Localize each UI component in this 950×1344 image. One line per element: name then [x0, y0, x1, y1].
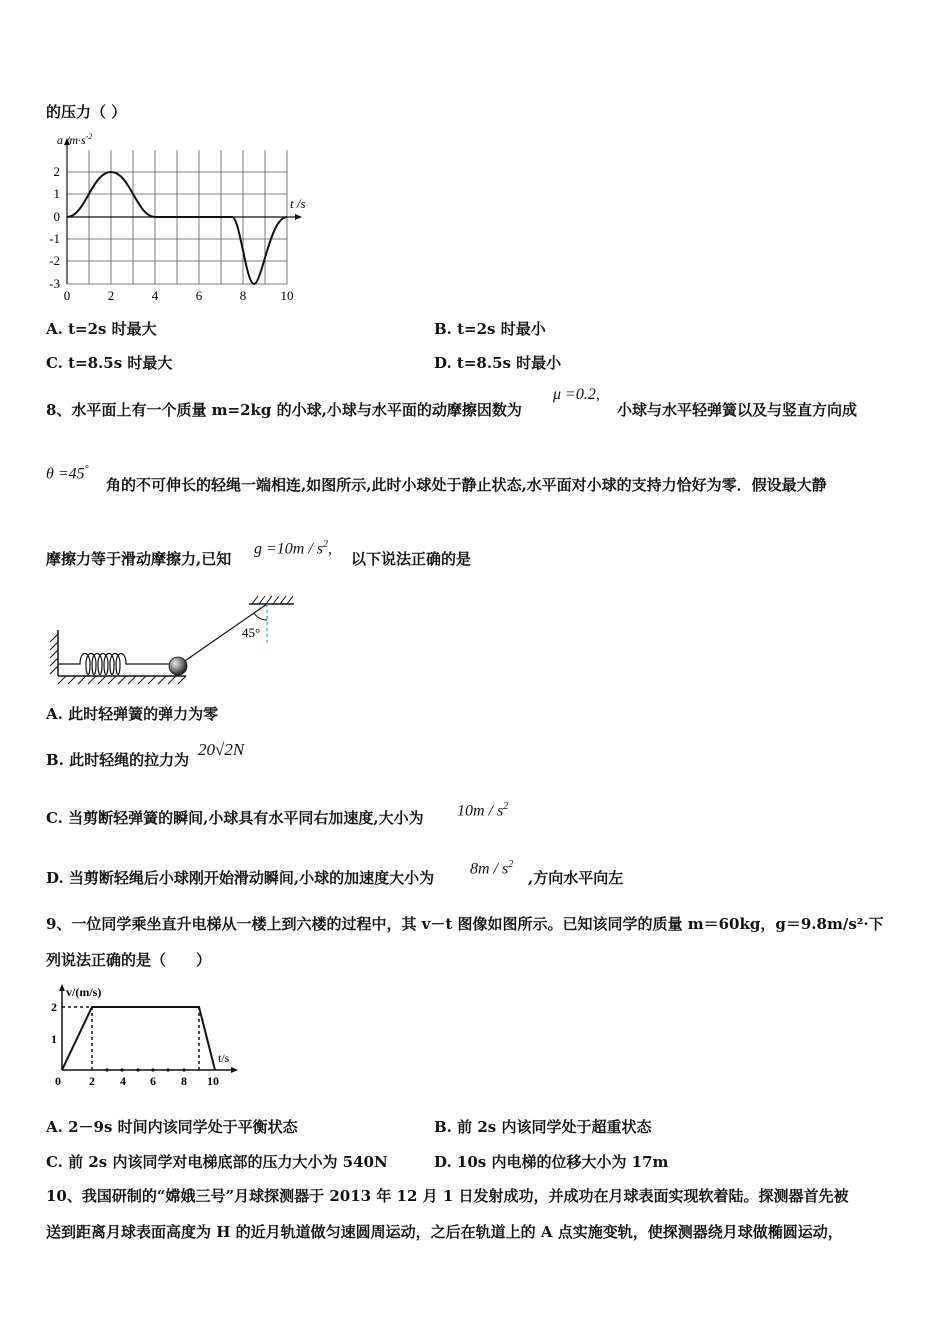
q8-option-c[interactable]: C. 当剪断轻弹簧的瞬间,小球具有水平同右加速度,大小为: [46, 809, 424, 827]
q10-line1: 10、我国研制的“嫦娥三号”月球探测器于 2013 年 12 月 1 日发射成功，并成功在月球表面实现软着陆。探测器首先被: [46, 1187, 849, 1205]
q8-option-c-math: $10m / s^2$: [457, 801, 509, 820]
q9-option-c[interactable]: C. 前 2s 内该同学对电梯底部的压力大小为 540N: [46, 1153, 388, 1171]
q7-option-c[interactable]: C. t=8.5s 时最大: [46, 354, 173, 372]
q8-g: $g =10m / s^2$,: [254, 539, 333, 558]
q8-option-b[interactable]: B. 此时轻绳的拉力为: [46, 751, 190, 769]
q7-ytick: -2: [49, 253, 60, 268]
q9-xtick: 4: [120, 1074, 126, 1088]
q7-ytick: -1: [49, 231, 60, 246]
q7-option-a[interactable]: A. t=2s 时最大: [46, 320, 157, 338]
q8-option-b-math: 20√2N: [198, 740, 245, 759]
q9-xtick: 8: [181, 1074, 187, 1088]
q9-xlabel: t/s: [218, 1051, 230, 1065]
q7-xtick: 4: [151, 288, 159, 303]
q8-option-d-math: $8m / s^2$: [470, 859, 514, 878]
q8-option-d-post: ,方向水平向左: [528, 869, 624, 887]
q9-option-b[interactable]: B. 前 2s 内该同学处于超重状态: [434, 1118, 652, 1136]
q9-ytick: 0: [55, 1074, 61, 1088]
q9-option-a[interactable]: A. 2－9s 时间内该同学处于平衡状态: [46, 1118, 298, 1136]
q8-option-d[interactable]: D. 当剪断轻绳后小球刚开始滑动瞬间,小球的加速度大小为: [46, 869, 435, 887]
q8-line3-pre: 摩擦力等于滑动摩擦力,已知: [46, 550, 232, 568]
q9-velocity-line: [62, 1007, 215, 1070]
q9-ytick: 1: [51, 1032, 57, 1046]
q9-option-d[interactable]: D. 10s 内电梯的位移大小为 17m: [434, 1153, 669, 1171]
q9-line2: 列说法正确的是（ ）: [46, 951, 212, 969]
q9-line1: 9、一位同学乘坐直升电梯从一楼上到六楼的过程中，其 v－t 图像如图所示。已知该同学的质量 m＝60kg，g＝9.8m/s²·下: [46, 915, 884, 933]
q8-line3-post: 以下说法正确的是: [351, 550, 472, 568]
q8-theta: θ =45°: [46, 464, 89, 483]
q7-xtick: 10: [280, 288, 294, 303]
q7-stem-tail: 的压力（ ）: [46, 103, 127, 121]
q7-xtick: 8: [239, 288, 247, 303]
q7-xtick: 0: [63, 288, 71, 303]
q8-spring-ball-figure: [44, 592, 300, 692]
q7-ylabel: a $/m\cdot s^{-2}$: [57, 132, 93, 147]
q8-line2: 角的不可伸长的轻绳一端相连,如图所示,此时小球处于静止状态,水平面对小球的支持力恰好为零．假设最大静: [106, 476, 827, 494]
q8-line1-pre: 8、水平面上有一个质量 m=2kg 的小球,小球与水平面的动摩擦因数为: [46, 401, 522, 419]
q9-ytick: 2: [51, 1000, 57, 1014]
q7-option-d[interactable]: D. t=8.5s 时最小: [434, 354, 562, 372]
q7-ytick: -3: [49, 276, 60, 291]
q7-ytick: 2: [53, 164, 60, 179]
q8-angle-label: 45°: [242, 625, 261, 640]
q9-xtick: 2: [89, 1074, 95, 1088]
q9-ylabel: v/(m/s): [66, 985, 102, 999]
q9-velocity-graph: [44, 982, 244, 1090]
q8-option-a[interactable]: A. 此时轻弹簧的弹力为零: [46, 705, 219, 723]
q9-xtick: 10: [207, 1074, 219, 1088]
q10-line2: 送到距离月球表面高度为 H 的近月轨道做匀速圆周运动，之后在轨道上的 A 点实施变轨，使探测器绕月球做椭圆运动，: [46, 1223, 843, 1241]
q7-xtick: 2: [107, 288, 115, 303]
q7-acceleration-graph: [40, 132, 330, 307]
q7-ytick: 0: [53, 209, 60, 224]
q7-ytick: 1: [53, 186, 60, 201]
q9-xtick: 6: [150, 1074, 156, 1088]
q7-xlabel: t /s: [290, 196, 306, 211]
q8-mu: μ =0.2,: [553, 386, 600, 403]
q8-line1-post: 小球与水平轻弹簧以及与竖直方向成: [617, 401, 858, 419]
q7-xtick: 6: [195, 288, 203, 303]
q8-spring: [58, 654, 170, 675]
q7-option-b[interactable]: B. t=2s 时最小: [434, 320, 546, 338]
q8-ball: [169, 657, 187, 675]
